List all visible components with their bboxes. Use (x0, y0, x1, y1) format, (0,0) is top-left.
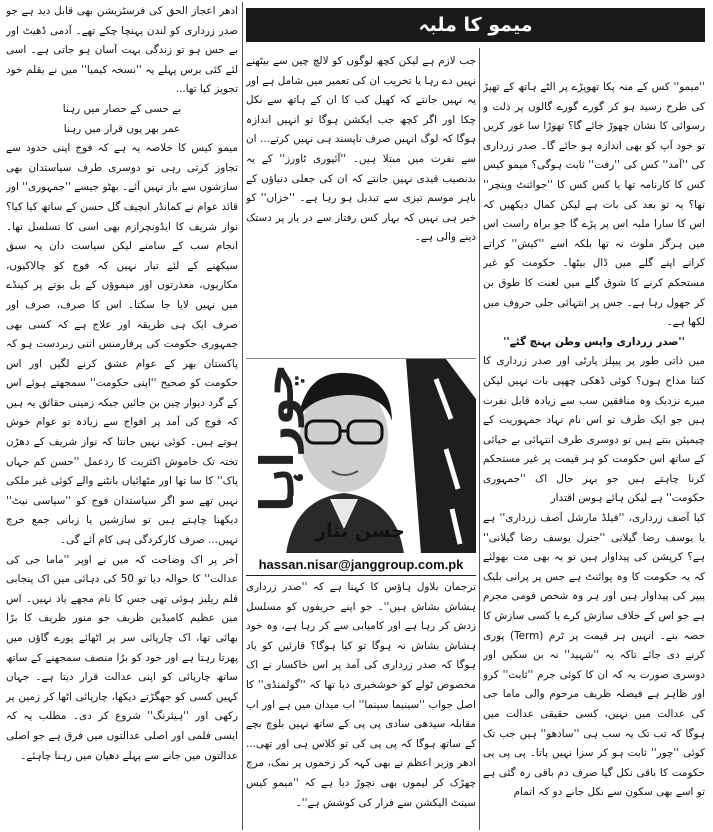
column-title: میمو کا ملبہ (418, 14, 533, 36)
subheading-quote: ''صدر زرداری واپس وطن پہنچ گئے'' (503, 335, 685, 348)
text-column-right (483, 78, 705, 830)
text-column-left (6, 2, 238, 830)
paragraph: ''میمو'' کس کے منہ پکا تھوپڑے پر الٹے ہاتھ کے تھپڑ کی طرح رسید ہو کر گورے گورے گالوں پر ذلت و رسوائی کا نشان چھوڑ جائے گا؟ تھوڑا سا غور کریں تو خود آپ کو بھی اندازہ ہو جائے گا۔ صدر زرداری کی ''آمد'' کس کی ''رفت'' ثابت ہوگی؟ میمو کیس کس کا کارنامہ تھا یا کس کس کا ''جوائنٹ وینچر'' تھا؟ یہ تو بعد کی بات ہے لیکن کمال دیکھیں کہ اس کا سارا ملبہ اس پر پڑے گا جو براہ راست اس میں ہرگز ملوث نہ تھا بلکہ اسے ''کیش'' کراتے کراتے اپنے گلے میں ڈال بیٹھا۔ حکومت کو غیر مستحکم کرنے کا شوق گلے میں لعنت کا طوق بن کر جھول رہا ہے۔ جس پر انتہائی جلی حروف میں لکھا ہے۔ (483, 81, 705, 329)
column-logo: چوراہا (250, 363, 304, 512)
paragraph: آخر پر اک وضاحت کہ میں نے اوپر ''ماما جی کی عدالت'' کا حوالہ دیا تو 50 کی دہائی میں اک پنجابی فلم ریلیز ہوئی تھی جس کا نام مجھے یاد نہیں۔ اس میں عظیم کامیڈین ظریف جو منور ظریف کا بڑا بھائی تھا، اک چارپائی سر پر اٹھائے پورے گاؤں میں پھرتا رہتا ہے اور خود کو بڑا منصف سمجھنے کے ساتھ ساتھ چارپائی کو اپنی عدالت قرار دیتا ہے۔ جہاں کہیں کسی کو جھگڑتے دیکھا، چارپائی اٹھا کر زمین پر رکھی اور ''ہیئرنگ'' شروع کر دی۔ مطلب یہ کہ ایسی فلمی اور اصلی عدالتوں میں فرق ہے جو اصلی عدالتوں میں جانے سے پہلے دھیان میں رہنا چاہئے۔ (6, 553, 238, 762)
paragraph: کیا آصف زرداری، ''فیلڈ مارشل آصف زرداری'' ہے یا یوسف رضا گیلانی ''جنرل یوسف رضا گیلانی'' ہے؟ کرپشن کی پیداوار ہیں تو یہ بھی مت بھولئے کہ یہ حکومت کا وہ پوائنٹ ہے جس پر پرانی بلیک پیپر کی پیداوار ہیں اور ہر وہ شخص قومی مجرم ہے جو اس کے خلاف سازش کرے یا کسی سازش کا حصہ بنے۔ انہیں ہر قیمت پر ٹرم (Term) پوری کرنے دی جائے تاکہ یہ ''شہید'' نہ بن سکیں اور دوسری صورت یہ کہ ان کا کوئی جرم ''ثابت'' کرو اور ظاہر ہے فیصلہ ظریف مرحوم والی ماما جی کی عدالت میں نہیں، کسی حقیقی عدالت میں ہوگا کہ تب تک یہ سب ہی ''سادھو'' ہیں جب تک کوئی ''چور'' ثابت ہو کر سزا نہیں پاتا۔ پی پی پی حکومت کا باقی نکل گیا صرف دم باقی رہ گئی ہے تو اسے بھی سکون سے نکل جانے دو کہ اتمام (483, 512, 705, 799)
paragraph: جب لازم ہے لیکن کچھ لوگوں کو لالچ چین سے بیٹھنے نہیں دے رہا یا تخریب ان کی تعمیر میں شامل ہے اور یہ نہیں جانتے کہ کھیل کب کا ان کے ہاتھ سے نکل چکا اور اگر کچھ جب ایکشن ہوگا تو انہیں اندازہ ہوگا کہ لوگ انہیں صرف ناپسند ہی نہیں کرتے... ان سے نفرت میں مبتلا ہیں۔ ''آئیوری ٹاورز'' کے یہ بدنصیب قیدی نہیں جانتے کہ ان کی جعلی دنیاؤں کے باہر موسم تیزی سے تبدیل ہو رہا ہے۔ ''خزاں'' کو خبر ہی نہیں کہ بہار کس رفتار سے در یار پر دستک دینے والی ہے۔ (246, 55, 476, 244)
column-divider-left (242, 2, 243, 830)
paragraph: میں ذاتی طور پر پیپلز پارٹی اور صدر زرداری کا کتنا مداح ہوں؟ کوئی ڈھکی چھپی بات نہیں لیکن میرے نزدیک وہ منافقین سب سے زیادہ قابل نفرت ہیں جو ایک طرف تو اس نام نہاد جمہوریت کے چیمپئن بنتے ہیں تو دوسری طرف انتہائی بے حیائی کے ساتھ اس حکومت کو ہر قیمت پر غیر مستحکم کرنا چاہتے ہیں جو بہر حال اک ''جمہوری حکومت'' ہے لیکن ہائے ہوس اقتدار (483, 355, 705, 505)
paragraph: ترجمان بلاول ہاؤس کا کہنا ہے کہ ''صدر زرداری ہشاش بشاش ہیں''۔ جو اپنے حریفوں کو مسلسل زدش کر رہا ہے اور کامیابی سے کر رہا ہے، وہ خود ہشاش بشاش نہ ہوگا تو کیا ہوگا؟ قارئین کو یاد ہوگا کہ صدر زرداری کی آمد پر اس خاکسار نے اک مخصوص ٹولے کو خوشخبری دیا تھا کہ ''گولمنڈی'' کا اصل جواب ''سینیما سینما'' اب میدان میں ہے اور اب مقابلہ سیدھی سادی پی پی کے ساتھ نہیں بلوچ بچے کے ساتھ ہوگا کہ پی پی کی تو کلاس ہی اور تھی... ادھر وزیر اعظم نے بھی کہہ کر زخموں پر نمک، مرچ چھڑک کر لیموں بھی نچوڑ دیا ہے کہ ''میمو کیس سینٹ الیکشن سے فرار کی کوشش ہے''۔ (246, 581, 476, 809)
column-title-banner (246, 8, 705, 42)
paragraph: ادھر اعجاز الحق کی فرسٹریشن بھی قابل دید ہے جو صدر زرداری کو لندن پہنچا چکے تھے۔ آدمی ڈھیٹ اور بے حس ہو تو زندگی بہت آسان ہو جاتی ہے۔ اسی لئے کئی برس پہلے یہ ''نسخہ کیمیا'' میں نے یقلم خود تجویز کیا تھا... (6, 5, 238, 96)
text-column-middle-top (246, 52, 476, 352)
author-email[interactable]: hassan.nisar@janggroup.com.pk (258, 556, 464, 572)
verse-line: عمر بھر یوں قرار میں رہنا (63, 122, 181, 135)
verse-line: بے حسی کے حصار میں رہنا (62, 102, 182, 115)
text-column-middle-bottom (246, 578, 476, 830)
author-signature: حسن نثار (315, 520, 405, 542)
author-email-bar (246, 553, 476, 576)
column-divider-right (479, 48, 480, 830)
paragraph: میمو کیس کا خلاصہ یہ ہے کہ فوج اپنی حدود سے تجاوز کرتی رہی تو دوسری طرف سیاستدان بھی سازشوں سے باز نہیں آئے۔ بھٹو جیسے ''جمہوری'' اور قائد عوام نے کمانڈر انچیف گل حسن کے ساتھ کیا کیا؟ نواز شریف کا ایڈونچرازم بھی اسی کا تسلسل تھا۔ انجام سب کے سامنے لیکن سیاست دان یہ سبق سیکھنے کے لئے تیار نہیں کہ فوج کو چالاکیوں، مکاریوں، معذرتوں اور میموؤں کے بل بوتے پر کینڈے میں نہیں لایا جا سکتا۔ اس کا صرف، صرف اور صرف ایک ہی طریقہ اور علاج ہے کہ کسی بھی جمہوری حکومت کی پرفارمنس اتنی زبردست ہو کہ پاکستان بھر کے عوام عشق کرنے لگیں اور اس حکومت کو صحیح ''اپنی حکومت'' سمجھتے ہوئے اس کے گرد دیوار چین بن جائیں جبکہ زمینی حقائق یہ ہیں کہ فوج کی آمد پر افواج سے زیادہ تو عوام خوش ہوتے ہیں۔ کوئی نہیں جانتا کہ نواز شریف کے دھڑن تختہ تک خاموش اکثریت کا ردعمل ''حسن کم جہاں پاک'' کا سا تھا اور مٹھائیاں بانٹنے والے کوئی غیر ملکی نہیں تھے سو اگر سیاستدان فوج کو ''سیاسی نیٹ'' دیکھنا چاہتے ہیں تو سازشیں یا زبانی جمع خرچ نہیں... صرف کارکردگی ہی کام آئے گی۔ (6, 142, 238, 547)
